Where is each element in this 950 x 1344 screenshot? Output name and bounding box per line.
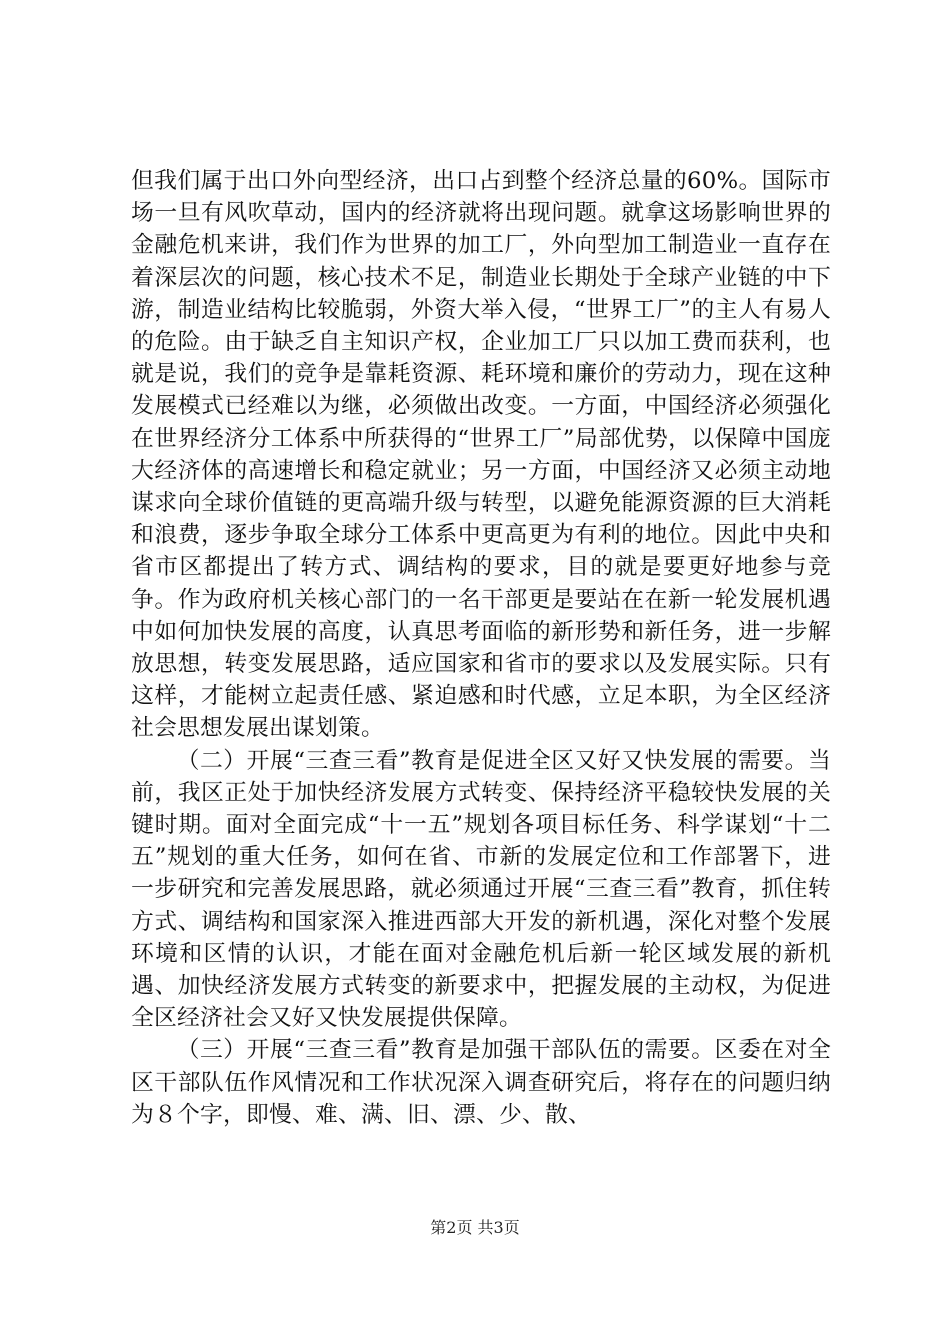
paragraph-section-three: （三）开展“三查三看”教育是加强干部队伍的需要。区委在对全区干部队伍作风情况和工作状况深入调查研究后，将存在的问题归纳为８个字，即慢、难、满、旧、漂、少、散、 — [131, 1037, 831, 1128]
page-footer: 第2页 共3页 — [430, 1218, 520, 1237]
document-body — [131, 165, 831, 1131]
paragraph-section-two: （二）开展“三查三看”教育是促进全区又好又快发展的需要。当前，我区正处于加快经济发展方式转变、保持经济平稳较快发展的关键时期。面对全面完成“十一五”规划各项目标任务、科学谋划“十二五”规划的重大任务，如何在省、市新的发展定位和工作部署下，进一步研究和完善发展思路，就必须通过开展“三查三看”教育，抓住转方式、调结构和国家深入推进西部大开发的新机遇，深化对整个发展环境和区情的认识，才能在面对金融危机后新一轮区域发展的新机遇、加快经济发展方式转变的新要求中，把握发展的主动权，为促进全区经济社会又好又快发展提供保障。 — [131, 747, 831, 1032]
paragraph-continuation: 但我们属于出口外向型经济，出口占到整个经济总量的60%。国际市场一旦有风吹草动，国内的经济就将出现问题。就拿这场影响世界的金融危机来讲，我们作为世界的加工厂，外向型加工制造业一直存在着深层次的问题，核心技术不足，制造业长期处于全球产业链的中下游，制造业结构比较脆弱，外资大举入侵，“世界工厂”的主人有易人的危险。由于缺乏自主知识产权，企业加工厂只以加工费而获利，也就是说，我们的竞争是靠耗资源、耗环境和廉价的劳动力，现在这种发展模式已经难以为继，必须做出改变。一方面，中国经济必须强化在世界经济分工体系中所获得的“世界工厂”局部优势，以保障中国庞大经济体的高速增长和稳定就业；另一方面，中国经济又必须主动地谋求向全球价值链的更高端升级与转型，以避免能源资源的巨大消耗和浪费，逐步争取全球分工体系中更高更为有利的地位。因此中央和省市区都提出了转方式、调结构的要求，目的就是要更好地参与竞争。作为政府机关核心部门的一名干部更是要站在在新一轮发展机遇中如何加快发展的高度，认真思考面临的新形势和新任务，进一步解放思想，转变发展思路，适应国家和省市的要求以及发展实际。只有这样，才能树立起责任感、紧迫感和时代感，立足本职，为全区经济社会思想发展出谋划策。 — [131, 168, 831, 742]
